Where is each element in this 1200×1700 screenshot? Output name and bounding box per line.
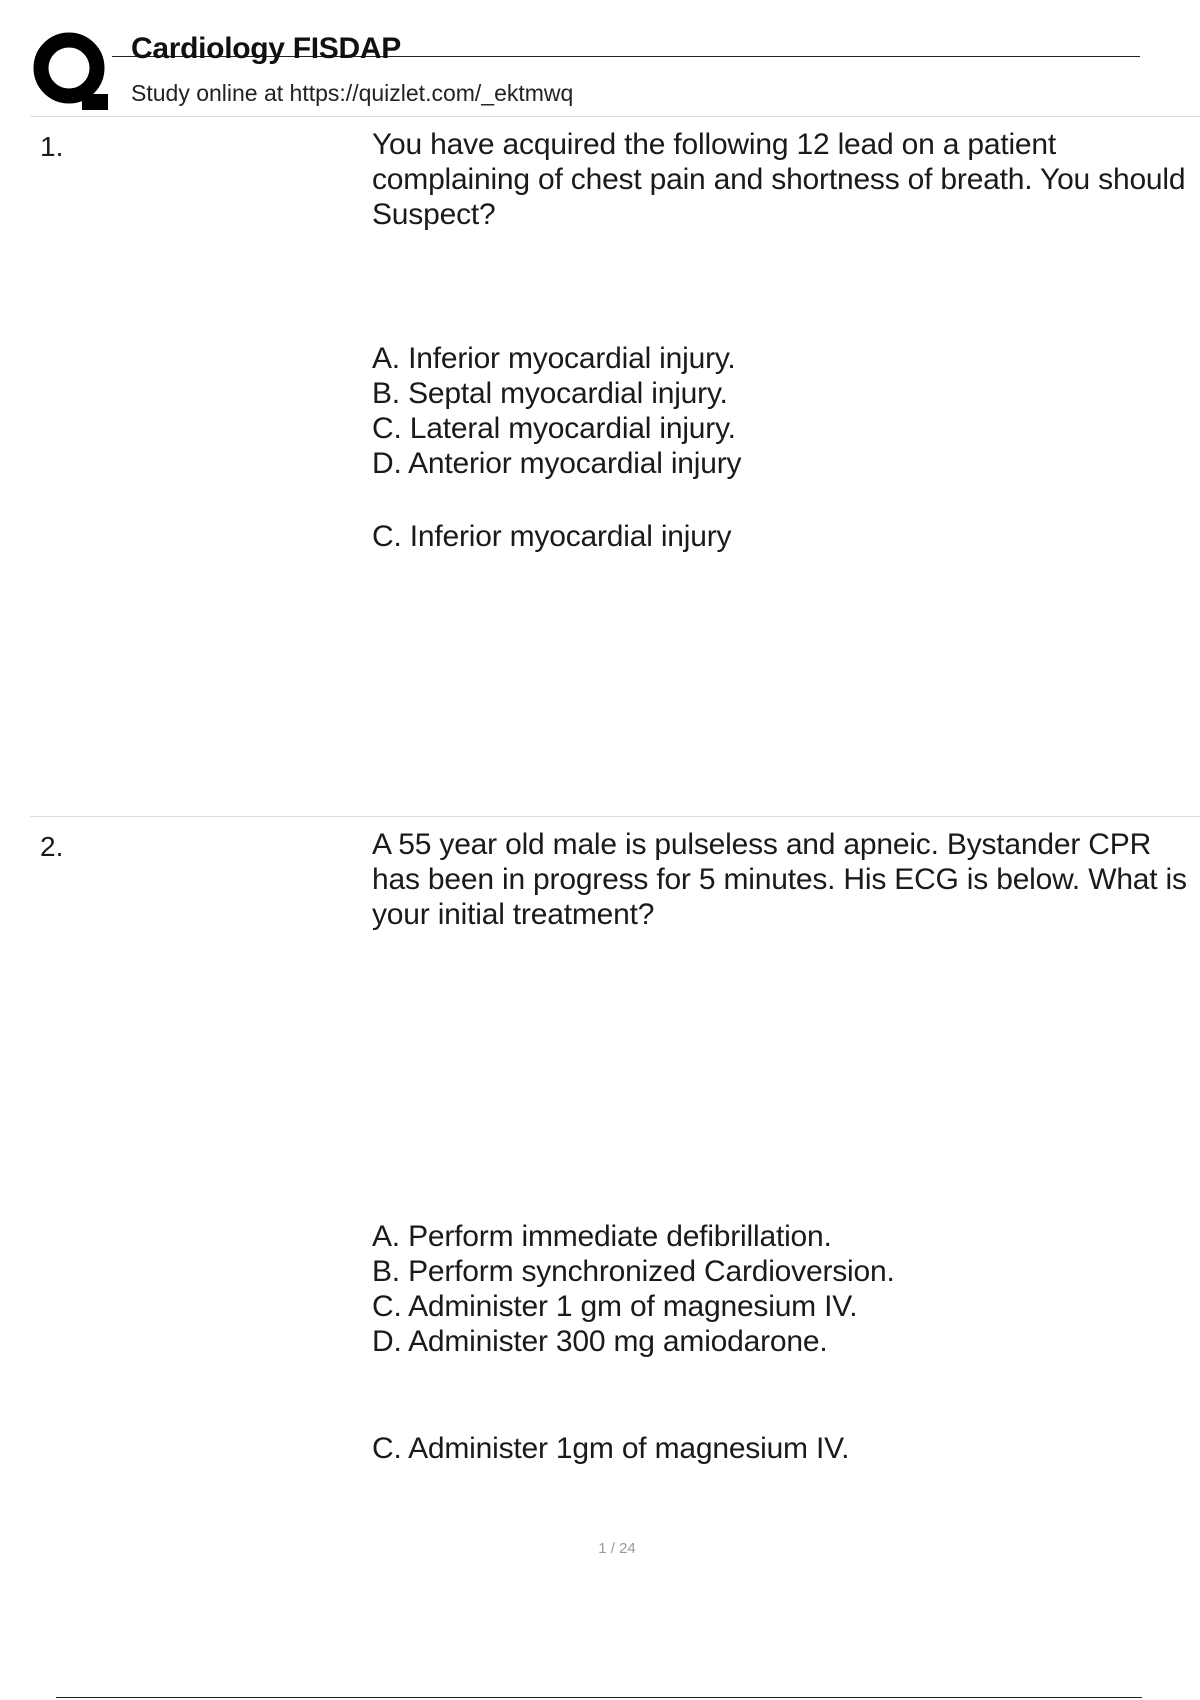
option-c: C. Lateral myocardial injury. [372,412,736,445]
correct-answer: C. Inferior myocardial injury [372,520,732,553]
option-d: D. Anterior myocardial injury [372,447,742,480]
question-text: You have acquired the following 12 lead on a patient complaining of chest pain and shortness of breath. You should Suspect? [372,128,1186,231]
option-c: C. Administer 1 gm of magnesium IV. [372,1290,858,1323]
document-subtitle: Study online at https://quizlet.com/_ektmwq [131,80,574,106]
question-text: A 55 year old male is pulseless and apneic. Bystander CPR has been in progress for 5 minutes. His ECG is below. What is your initial treatment? [372,828,1187,931]
card-number: 1. [40,131,64,162]
option-d: D. Administer 300 mg amiodarone. [372,1325,828,1358]
card-divider [30,816,1200,817]
option-b: B. Septal myocardial injury. [372,377,728,410]
answer-options [372,341,1172,481]
card-number: 2. [40,831,64,862]
document-title: Cardiology FISDAP [131,32,401,65]
option-a: A. Inferior myocardial injury. [372,342,736,375]
correct-answer: C. Administer 1gm of magnesium IV. [372,1432,850,1465]
page-number: 1 / 24 [598,1540,636,1557]
footer-rule [56,1697,1142,1698]
answer-options [372,1219,1172,1359]
card-divider [30,116,1200,117]
quizlet-logo-icon [32,32,112,112]
option-b: B. Perform synchronized Cardioversion. [372,1255,895,1288]
option-a: A. Perform immediate defibrillation. [372,1220,832,1253]
